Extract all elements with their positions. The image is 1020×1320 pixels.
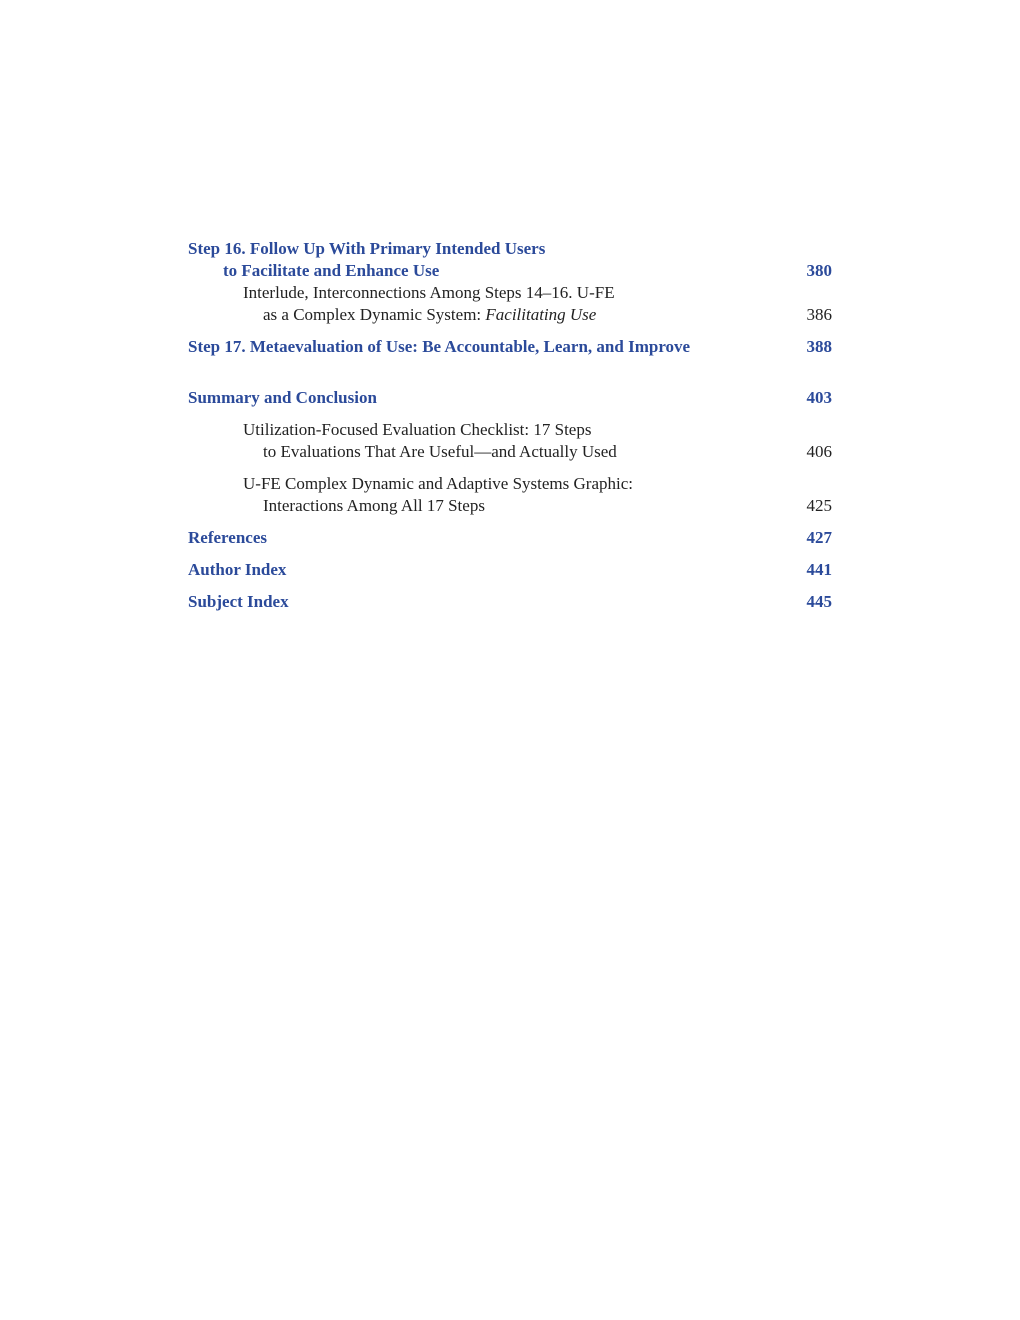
step-17-title: Step 17. Metaevaluation of Use: Be Accountable, Learn, and Improve	[188, 337, 691, 356]
toc-entry-title-line	[188, 559, 832, 581]
summary-page-number: 403	[806, 388, 832, 407]
spacer	[188, 517, 832, 527]
spacer	[188, 326, 832, 336]
step-17-page-number: 388	[806, 337, 832, 356]
subject-index-title: Subject Index	[188, 592, 289, 611]
spacer	[188, 581, 832, 591]
toc-entry-references[interactable]	[188, 527, 832, 549]
toc-entry-checklist[interactable]	[188, 419, 832, 463]
toc-entry-title-line	[188, 441, 832, 463]
toc-entry-title-line	[188, 591, 832, 613]
spacer	[188, 549, 832, 559]
toc-entry-step-17[interactable]	[188, 336, 832, 358]
toc-entry-title-line	[188, 336, 832, 358]
step-16-title-line-1: Step 16. Follow Up With Primary Intended Users	[188, 239, 546, 258]
references-page-number: 427	[806, 528, 832, 547]
toc-entry-author-index[interactable]	[188, 559, 832, 581]
graphic-title-line-2: Interactions Among All 17 Steps	[263, 496, 485, 515]
interlude-title-line-2-italic: Facilitating Use	[485, 305, 597, 324]
toc-entry-title-line	[188, 419, 832, 441]
interlude-title-line-1: Interlude, Interconnections Among Steps 14–16. U-FE	[243, 283, 615, 302]
toc-entry-interlude[interactable]	[188, 282, 832, 326]
toc-entry-subject-index[interactable]	[188, 591, 832, 613]
toc-entry-title-line	[188, 304, 832, 326]
graphic-title-line-1: U-FE Complex Dynamic and Adaptive Systems Graphic:	[243, 474, 633, 493]
toc-entry-title-line	[188, 260, 832, 282]
spacer	[188, 409, 832, 419]
step-16-title-line-2: to Facilitate and Enhance Use	[223, 261, 440, 280]
summary-title: Summary and Conclusion	[188, 388, 377, 407]
spacer	[188, 463, 832, 473]
spacer	[188, 358, 832, 387]
subject-index-page-number: 445	[806, 592, 832, 611]
checklist-title-line-1: Utilization-Focused Evaluation Checklist: 17 Steps	[243, 420, 592, 439]
references-title: References	[188, 528, 267, 547]
toc-entry-title-line	[188, 473, 832, 495]
toc-entry-title-line	[188, 527, 832, 549]
checklist-page-number: 406	[806, 442, 832, 461]
toc-entry-title-line	[188, 387, 832, 409]
step-16-page-number: 380	[806, 261, 832, 280]
author-index-title: Author Index	[188, 560, 287, 579]
author-index-page-number: 441	[806, 560, 832, 579]
toc-entry-summary[interactable]	[188, 387, 832, 409]
table-of-contents	[188, 238, 832, 613]
toc-entry-title-line	[188, 238, 832, 260]
toc-entry-title-line	[188, 282, 832, 304]
toc-entry-graphic[interactable]	[188, 473, 832, 517]
interlude-page-number: 386	[806, 305, 832, 324]
toc-entry-title-line	[188, 495, 832, 517]
graphic-page-number: 425	[806, 496, 832, 515]
checklist-title-line-2: to Evaluations That Are Useful—and Actually Used	[263, 442, 617, 461]
toc-entry-step-16[interactable]	[188, 238, 832, 282]
interlude-title-line-2-prefix: as a Complex Dynamic System:	[263, 305, 486, 324]
